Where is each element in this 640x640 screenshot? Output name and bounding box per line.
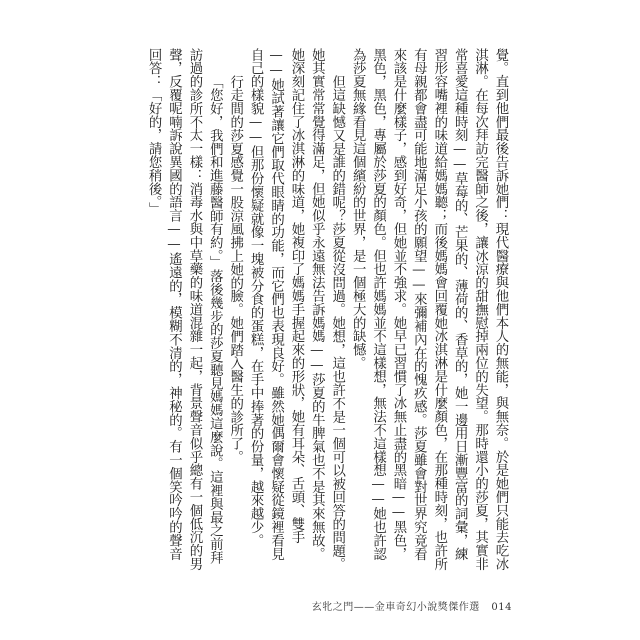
page-footer — [312, 598, 512, 613]
book-title: 玄牝之門——金車奇幻小說獎傑作選 — [311, 602, 480, 613]
paragraph-2: 但這缺憾又是誰的錯呢？莎夏從沒問過。她想，這也許不是一個可以被回答的問題。她其實常常覺得滿足，但她似乎永遠無法告訴媽媽——莎夏的牛脾氣也不是其來無故。她深刻記住了冰淇淋的味道，她複印了媽媽手握起來的形狀，她有耳朵、舌頭、雙手——她試著讓它們取代眼睛的功能，而它們也表現良好。雖然她偶爾會懷疑從鏡裡看見自己的樣貌——但那份懷疑就像一塊被分食的蛋糕，在手中捧著的份量，越來越少。 — [248, 48, 345, 571]
paragraph-1: 覺。直到他們最後告訴她們：現代醫療與他們本人的無能，與無奈。於是她們只能去吃冰淇淋。在每次拜訪完醫師之後，讓冰涼的甜撫慰掉兩位的失望。那時還小的莎夏，其實非常喜愛這種時刻——草莓的、芒果的、薄荷的、香草的，她一邊用日漸豐富的詞彙，練習形容嘴裡的味道給媽媽聽；而後媽媽會回覆她冰淇淋是什麼顏色，在那種時刻，也許所有母親都會盡可能地滿足小孩的願望——來彌補內在的愧疚感。莎夏雖會對世界究竟看來該是什麼樣子，感到好奇，但她並不強求。她早已習慣了冰無止盡的黑暗——黑色，黑色，黑色，專屬於莎夏的顏色。但也許媽媽並不這樣想，無法不這樣想——她也許認為莎夏無緣看見這個繽紛的世界，是一個極大的缺憾。 — [350, 48, 508, 571]
paragraph-4: 「您好，我們和進藤醫師有約。」落後幾步的莎夏聽見媽媽這麼說。這裡與最之前拜訪過的診所不太一樣：消毒水與中草藥的味道混雜一起，背景聲音似乎總有一個低沉的男聲，反覆呢喃訴說異國的語言——遙遠的，模糊不清的，神秘的。有一個笑吟吟的聲音回答：「好的，請您稍後。」 — [146, 48, 223, 571]
page-number: 014 — [491, 602, 512, 613]
vertical-text-body — [120, 48, 510, 573]
paragraph-3: 行走間的莎夏感覺一股涼風拂上她的臉。她們踏入醫生的診所了。 — [227, 74, 243, 464]
